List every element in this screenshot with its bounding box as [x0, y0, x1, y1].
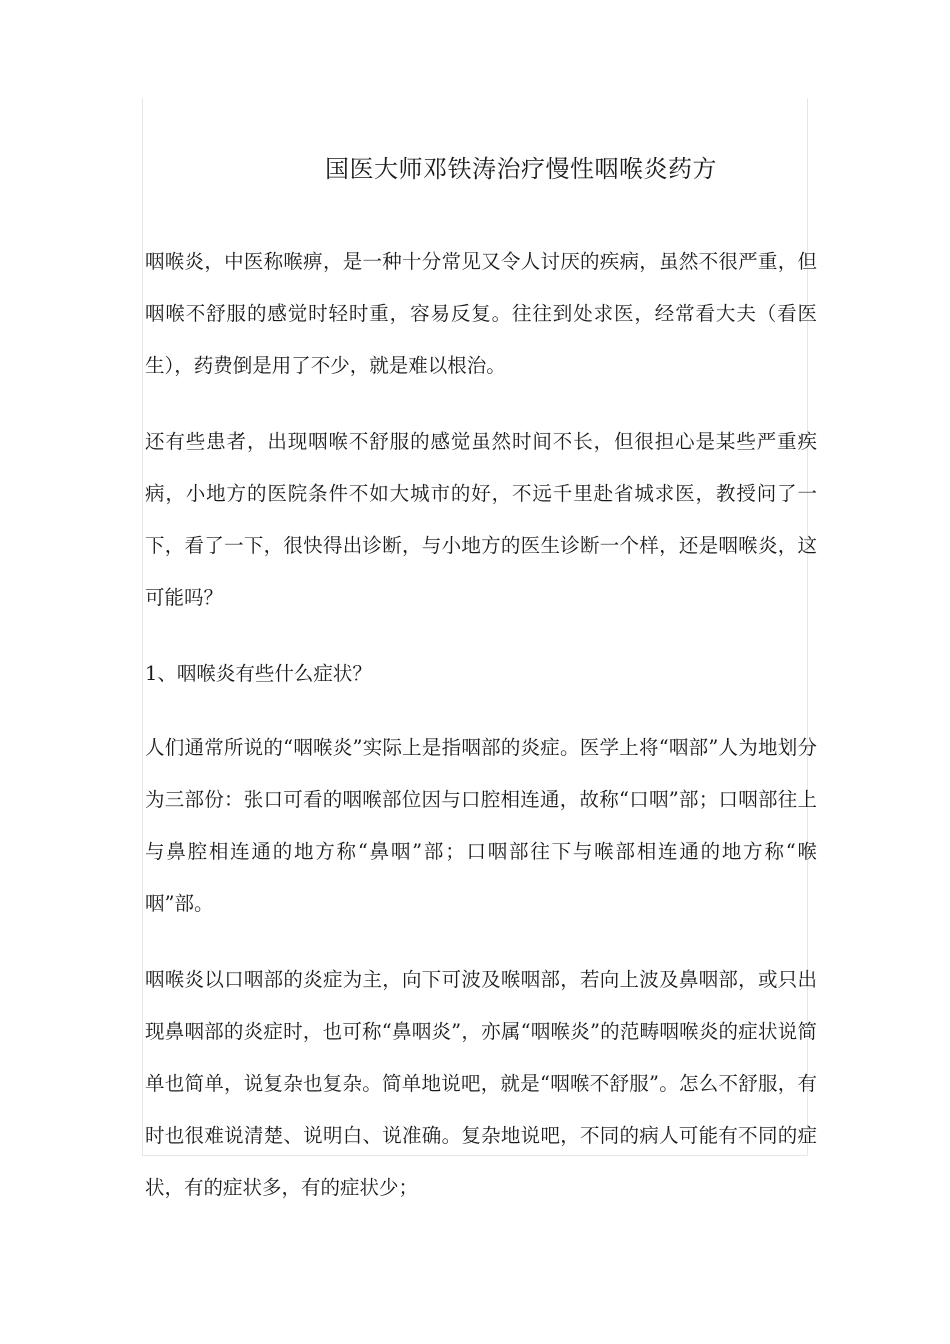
paragraph-intro: 咽喉炎，中医称喉痹，是一种十分常见又令人讨厌的疾病，虽然不很严重，但咽喉不舒服的感觉时轻时重，容易反复。往往到处求医，经常看大夫（看医生），药费倒是用了不少，就是难以根治。	[145, 250, 817, 377]
paragraph-symptoms-detail: 咽喉炎以口咽部的炎症为主，向下可波及喉咽部，若向上波及鼻咽部，或只出现鼻咽部的炎症时，也可称“鼻咽炎”，亦属“咽喉炎”的范畴咽喉炎的症状说简单也简单，说复杂也复杂。简单地说吧，就是“咽喉不舒服”。怎么不舒服，有时也很难说清楚、说明白、说准确。复杂地说吧，不同的病人可能有不同的症状，有的症状多，有的症状少；	[145, 968, 817, 1199]
document-body	[145, 140, 817, 1238]
section-heading-symptoms: 1、咽喉炎有些什么症状？	[145, 662, 372, 685]
paragraph-patients: 还有些患者，出现咽喉不舒服的感觉虽然时间不长，但很担心是某些严重疾病，小地方的医院条件不如大城市的好，不远千里赴省城求医，教授问了一下，看了一下，很快得出诊断，与小地方的医生诊断一个样，还是咽喉炎，这可能吗？	[145, 430, 817, 609]
paragraph-pharynx-definition: 人们通常所说的“咽喉炎”实际上是指咽部的炎症。医学上将“咽部”人为地划分为三部份：张口可看的咽喉部位因与口腔相连通，故称“口咽”部；口咽部往上与鼻腔相连通的地方称“鼻咽”部；口咽部往下与喉部相连通的地方称“喉咽”部。	[145, 736, 817, 915]
document-title: 国医大师邓铁涛治疗慢性咽喉炎药方	[325, 155, 717, 183]
